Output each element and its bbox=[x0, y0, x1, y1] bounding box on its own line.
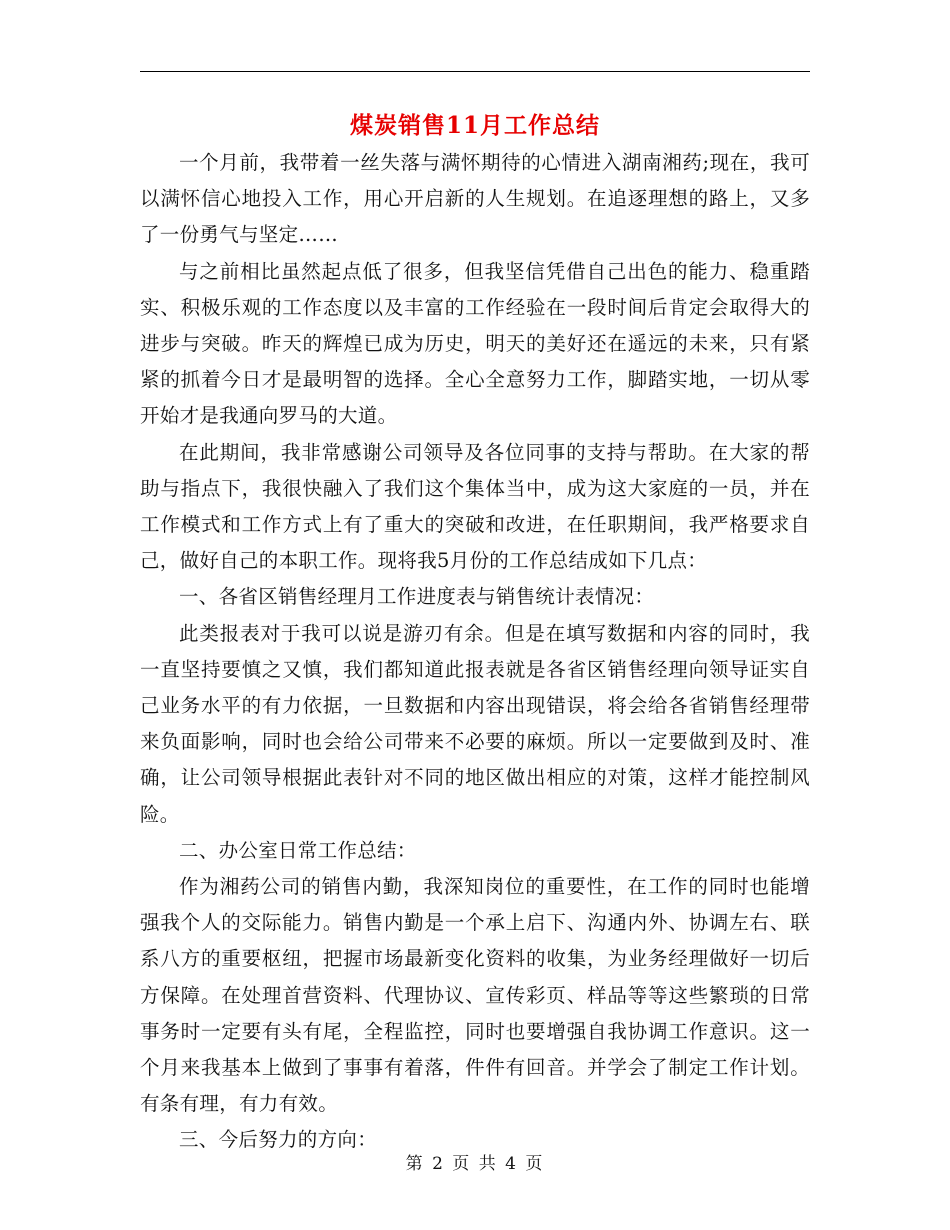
section-heading-2: 二、办公室日常工作总结： bbox=[179, 838, 417, 862]
paragraph-office-work: 作为湘药公司的销售内勤，我深知岗位的重要性，在工作的同时也能增强我个人的交际能力。销售内勤是一个承上启下、沟通内外、协调左右、联系八方的重要枢纽，把握市场最新变化资料的收集，为业务经理做好一切后方保障。在处理首营资料、代理协议、宣传彩页、样品等等这些繁琐的日常事务时一定要有头有尾，全程监控，同时也要增强自我协调工作意识。这一个月来我基本上做到了事事有着落，件件有回音。并学会了制定工作计划。有条有理，有力有效。 bbox=[140, 875, 810, 1116]
document-title: 煤炭销售11月工作总结 bbox=[349, 112, 600, 139]
section-heading-1: 一、各省区销售经理月工作进度表与销售统计表情况： bbox=[179, 585, 655, 609]
paragraph-resolve: 与之前相比虽然起点低了很多，但我坚信凭借自己出色的能力、稳重踏实、积极乐观的工作态度以及丰富的工作经验在一段时间后肯定会取得大的进步与突破。昨天的辉煌已成为历史，明天的美好还在遥远的未来，只有紧紧的抓着今日才是最明智的选择。全心全意努力工作，脚踏实地，一切从零开始才是我通向罗马的大道。 bbox=[140, 259, 810, 428]
section-heading-3: 三、今后努力的方向： bbox=[179, 1128, 378, 1152]
paragraph-intro: 一个月前，我带着一丝失落与满怀期待的心情进入湖南湘药;现在，我可以满怀信心地投入工作，用心开启新的人生规划。在追逐理想的路上，又多了一份勇气与坚定…… bbox=[140, 151, 810, 247]
paragraph-reports: 此类报表对于我可以说是游刃有余。但是在填写数据和内容的同时，我一直坚持要慎之又慎，我们都知道此报表就是各省区销售经理向领导证实自己业务水平的有力依据，一旦数据和内容出现错误，将会给各省销售经理带来负面影响，同时也会给公司带来不必要的麻烦。所以一定要做到及时、准确，让公司领导根据此表针对不同的地区做出相应的对策，这样才能控制风险。 bbox=[140, 621, 810, 826]
document-body bbox=[140, 145, 810, 1159]
header-rule bbox=[140, 71, 810, 72]
paragraph-thanks: 在此期间，我非常感谢公司领导及各位同事的支持与帮助。在大家的帮助与指点下，我很快融入了我们这个集体当中，成为这大家庭的一员，并在工作模式和工作方式上有了重大的突破和改进，在任职期间，我严格要求自己，做好自己的本职工作。现将我5月份的工作总结成如下几点： bbox=[140, 440, 810, 573]
page-number: 第 2 页 共 4 页 bbox=[405, 1154, 545, 1174]
